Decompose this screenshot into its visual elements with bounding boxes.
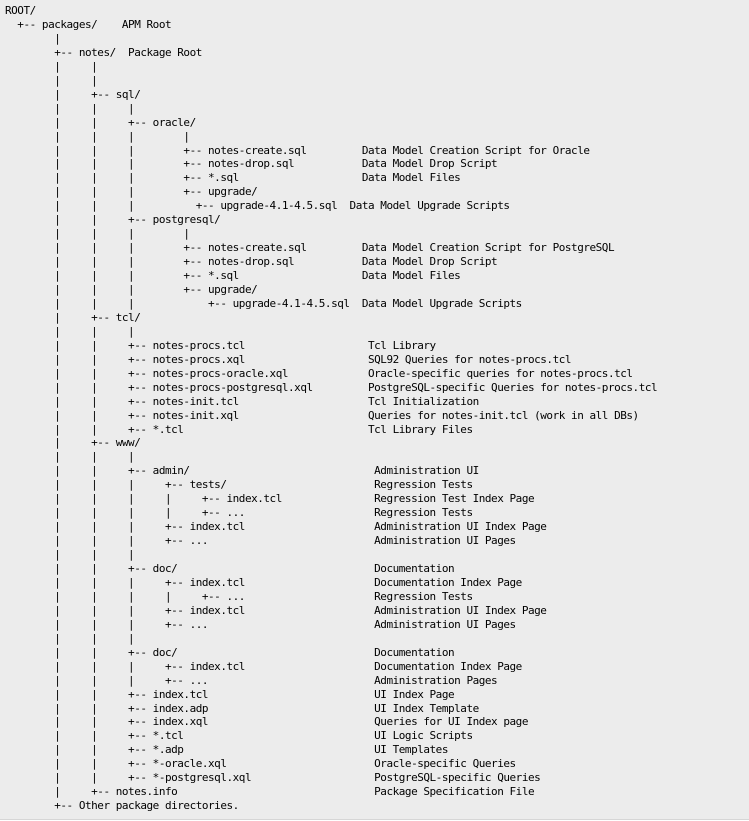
tree-line: | | (5, 59, 98, 73)
tree-line: | | | | (5, 227, 190, 241)
tree-line: | | | | +-- index.tcl Regression Test Index Page (5, 492, 535, 506)
tree-line: +-- notes/ Package Root (5, 45, 202, 59)
tree-line: | | (5, 73, 98, 87)
tree-line: | | +-- notes-procs.xql SQL92 Queries for notes-procs.tcl (5, 352, 572, 366)
tree-line: | | +-- index.xql Queries for UI Index page (5, 715, 528, 729)
tree-line: +-- packages/ APM Root (5, 17, 172, 31)
tree-line: | | +-- postgresql/ (5, 213, 221, 227)
tree-line: | | | (5, 101, 135, 115)
tree-line: | | | +-- ... Administration Pages (5, 673, 498, 687)
tree-line: | | +-- oracle/ (5, 115, 196, 129)
tree-line: | | | +-- upgrade/ (5, 185, 258, 199)
tree-line: | | | +-- index.tcl Documentation Index Page (5, 659, 522, 673)
tree-line: | | +-- index.adp UI Index Template (5, 701, 479, 715)
tree-line: | | | +-- upgrade-4.1-4.5.sql Data Model Upgrade Scripts (5, 199, 510, 213)
tree-line: | | | +-- ... Administration UI Pages (5, 534, 516, 548)
tree-line: | | | | (5, 129, 190, 143)
tree-line: | | +-- *.tcl UI Logic Scripts (5, 729, 473, 743)
tree-line: | | | (5, 324, 135, 338)
tree-line: | | | | +-- ... Regression Tests (5, 506, 473, 520)
tree-line: | | +-- *.tcl Tcl Library Files (5, 422, 473, 436)
tree-line: | | | +-- notes-create.sql Data Model Creation Script for Oracle (5, 143, 590, 157)
tree-line: | | +-- *-oracle.xql Oracle-specific Queries (5, 757, 516, 771)
tree-line: | | | +-- index.tcl Administration UI Index Page (5, 520, 547, 534)
tree-line: | | | +-- index.tcl Documentation Index Page (5, 575, 522, 589)
tree-line: | | | (5, 450, 135, 464)
tree-line: | | | +-- *.sql Data Model Files (5, 269, 461, 283)
tree-line: | | | +-- notes-drop.sql Data Model Drop Script (5, 157, 498, 171)
tree-line: | | | +-- tests/ Regression Tests (5, 478, 473, 492)
tree-line: | | +-- notes-procs-oracle.xql Oracle-specific queries for notes-procs.tcl (5, 366, 633, 380)
tree-line: | | | | +-- ... Regression Tests (5, 589, 473, 603)
tree-line: | | | +-- upgrade-4.1-4.5.sql Data Model Upgrade Scripts (5, 296, 522, 310)
tree-line: +-- Other package directories. (5, 799, 239, 813)
tree-line: | | | +-- notes-drop.sql Data Model Drop Script (5, 255, 498, 269)
tree-line: | (5, 31, 61, 45)
tree-line: | | +-- notes-init.xql Queries for notes-init.tcl (work in all DBs) (5, 408, 639, 422)
tree-line: | | | +-- upgrade/ (5, 283, 258, 296)
tree-line: | | +-- doc/ Documentation (5, 645, 455, 659)
tree-line: | +-- www/ (5, 436, 141, 450)
tree-line: | | +-- *-postgresql.xql PostgreSQL-specific Queries (5, 771, 541, 785)
tree-line: | | | (5, 631, 135, 645)
tree-line: | | +-- *.adp UI Templates (5, 743, 448, 757)
tree-line: | | | +-- notes-create.sql Data Model Creation Script for PostgreSQL (5, 241, 615, 255)
tree-line: | +-- tcl/ (5, 310, 141, 324)
tree-line: | | | +-- *.sql Data Model Files (5, 171, 461, 185)
tree-line: | | +-- admin/ Administration UI (5, 464, 479, 478)
tree-line: | | +-- doc/ Documentation (5, 562, 455, 575)
tree-line: | | +-- notes-procs-postgresql.xql PostgreSQL-specific Queries for notes-procs.tcl (5, 380, 658, 394)
tree-line: | +-- notes.info Package Specification File (5, 785, 535, 799)
tree-line: | | +-- notes-init.tcl Tcl Initialization (5, 394, 479, 408)
tree-line: | | | +-- ... Administration UI Pages (5, 617, 516, 631)
tree-line: | | +-- index.tcl UI Index Page (5, 687, 455, 701)
tree-line: ROOT/ (5, 4, 36, 17)
tree-line: | +-- sql/ (5, 87, 141, 101)
tree-line: | | | (5, 548, 135, 562)
tree-line: | | | +-- index.tcl Administration UI Index Page (5, 603, 547, 617)
tree-line: | | +-- notes-procs.tcl Tcl Library (5, 338, 436, 352)
